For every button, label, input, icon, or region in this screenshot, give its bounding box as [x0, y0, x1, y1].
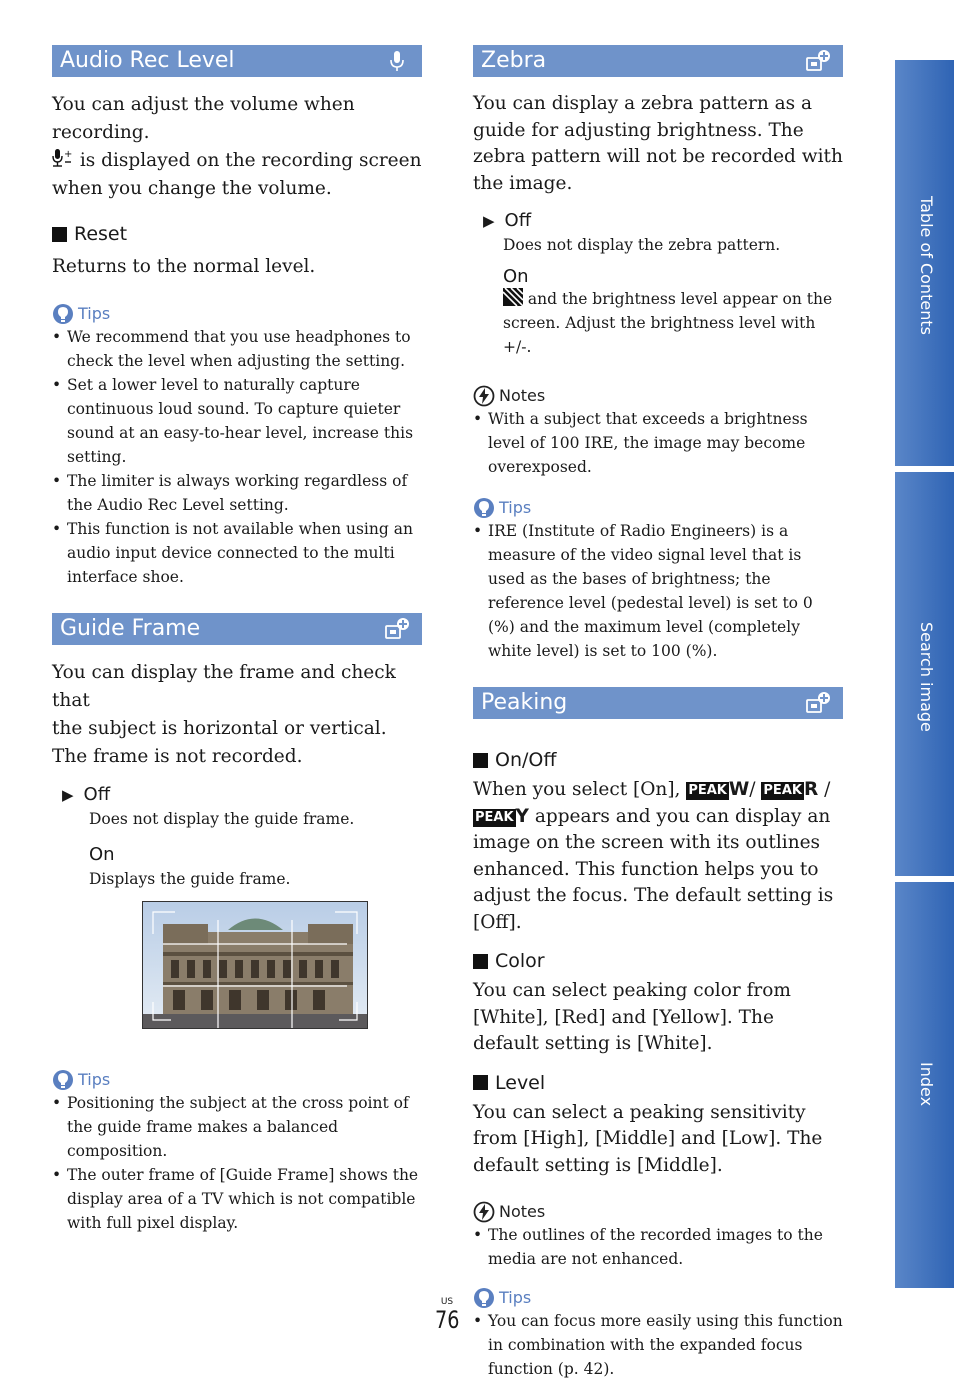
notes-heading: Notes: [473, 1201, 843, 1223]
zebra-on-description: and the brightness level appear on the screen. Adjust the brightness level with +/-.: [503, 290, 833, 356]
peak-yellow-icon: PEAK: [475, 809, 514, 825]
peaking-tips-list: [473, 1309, 843, 1381]
sidebar-tab-table-of-contents[interactable]: Table of Contents: [895, 60, 954, 466]
level-description: You can select a peaking sensitivity from [High], [Middle] and [Low]. The default setting is [Middle].: [473, 1101, 823, 1176]
page-number: 76: [435, 1306, 460, 1334]
default-marker-icon: ▶: [483, 212, 495, 230]
list-item: • You can focus more easily using this function in combination with the expanded focus function (p. 42).: [473, 1309, 843, 1381]
onoff-subheading: On/Off: [473, 747, 843, 773]
guide-off-description: Does not display the guide frame.: [89, 810, 355, 828]
guide-frame-example-image: [142, 901, 368, 1029]
audio-rec-level-description: You can adjust the volume when recording. + is displayed on the recording screen when you change the volume.: [52, 94, 422, 199]
tips-heading: Tips: [473, 1287, 843, 1309]
onoff-description: When you select [On], PEAK W/ PEAK R / PEAK Y appears and you can display an image on the screen with its outlines enhanced. This function helps you to adjust the focus. The default setting is [Off].: [473, 779, 834, 933]
list-item: • We recommend that you use headphones to check the level when adjusting the setting.: [52, 325, 422, 373]
guide-frame-header: [52, 613, 422, 645]
audio-rec-level-title: Audio Rec Level: [60, 48, 235, 73]
mic-level-icon: [52, 148, 74, 168]
level-subheading: Level: [473, 1070, 843, 1096]
notes-heading: Notes: [473, 385, 843, 407]
peaking-notes-list: [473, 1223, 843, 1271]
guide-frame-description: You can display the frame and check that the subject is horizontal or vertical. The frame is not recorded.: [52, 662, 396, 767]
zebra-option-off: ▶ Off: [483, 210, 532, 231]
tips-heading: Tips: [52, 303, 422, 325]
color-subheading: Color: [473, 948, 843, 974]
zebra-icon: [503, 288, 523, 306]
peak-red-icon: PEAK: [763, 783, 802, 798]
guide-frame-options: [52, 783, 422, 891]
left-column: [52, 45, 422, 1235]
list-item: • The outlines of the recorded images to the media are not enhanced.: [473, 1223, 843, 1271]
peaking-header: [473, 687, 843, 719]
list-item: • The limiter is always working regardless of the Audio Rec Level setting.: [52, 469, 422, 517]
peak-white-icon: PEAK: [688, 783, 727, 798]
camera-settings-icon: [384, 617, 410, 641]
zebra-options: [473, 209, 843, 359]
list-item: • This function is not available when using an audio input device connected to the multi interface shoe.: [52, 517, 422, 589]
tips-heading: Tips: [52, 1069, 422, 1091]
peaking-title: Peaking: [481, 690, 568, 715]
reset-description: Returns to the normal level.: [52, 256, 316, 277]
list-item: • The outer frame of [Guide Frame] shows the display area of a TV which is not compatible with full pixel display.: [52, 1163, 422, 1235]
list-item: • IRE (Institute of Radio Engineers) is a measure of the video signal level that is used as the bases of brightness; the reference level (pedestal level) is set to 0 (%) and the maximum level (completely white level) is set to 100 (%).: [473, 519, 843, 663]
lightbulb-icon: [473, 1287, 495, 1309]
zebra-description: You can display a zebra pattern as a guide for adjusting brightness. The zebra pattern will not be recorded with the image.: [473, 93, 843, 194]
guide-on-description: Displays the guide frame.: [89, 870, 291, 888]
audio-rec-level-header: [52, 45, 422, 77]
zebra-option-on: On: [503, 266, 529, 287]
default-marker-icon: ▶: [62, 786, 74, 804]
audio-tips-list: [52, 325, 422, 589]
zebra-header: [473, 45, 843, 77]
guide-tips-list: [52, 1091, 422, 1235]
guide-frame-title: Guide Frame: [60, 616, 201, 641]
opera-building-photo: [143, 902, 367, 1028]
square-bullet-icon: [473, 1075, 488, 1090]
guide-option-off: ▶ Off: [62, 784, 111, 805]
camera-settings-icon: [805, 49, 831, 73]
reset-subheading: Reset: [52, 221, 422, 247]
microphone-icon: [384, 49, 410, 73]
square-bullet-icon: [52, 227, 67, 242]
list-item: • With a subject that exceeds a brightness level of 100 IRE, the image may become overexposed.: [473, 407, 843, 479]
notes-warning-icon: [473, 385, 495, 407]
square-bullet-icon: [473, 753, 488, 768]
lightbulb-icon: [52, 1069, 74, 1091]
sidebar-tab-index[interactable]: Index: [895, 882, 954, 1288]
svg-text:+: +: [64, 149, 73, 160]
lightbulb-icon: [473, 497, 495, 519]
list-item: • Positioning the subject at the cross point of the guide frame makes a balanced composition.: [52, 1091, 422, 1163]
list-item: • Set a lower level to naturally capture continuous loud sound. To capture quieter sound at an easy-to-hear level, increase this setting.: [52, 373, 422, 469]
page-number-block: [432, 1297, 462, 1333]
sidebar-tab-search-image[interactable]: Search image: [895, 472, 954, 876]
camera-settings-icon: [805, 691, 831, 715]
lightbulb-icon: [52, 303, 74, 325]
notes-warning-icon: [473, 1201, 495, 1223]
square-bullet-icon: [473, 954, 488, 969]
right-column: [473, 45, 843, 1381]
color-description: You can select peaking color from [White], [Red] and [Yellow]. The default setting is [White].: [473, 980, 791, 1054]
zebra-notes-list: [473, 407, 843, 479]
zebra-tips-list: [473, 519, 843, 663]
tips-heading: Tips: [473, 497, 843, 519]
zebra-title: Zebra: [481, 48, 547, 73]
guide-option-on: On: [89, 844, 115, 865]
zebra-off-description: Does not display the zebra pattern.: [503, 236, 781, 254]
region-code: US: [440, 1297, 454, 1307]
